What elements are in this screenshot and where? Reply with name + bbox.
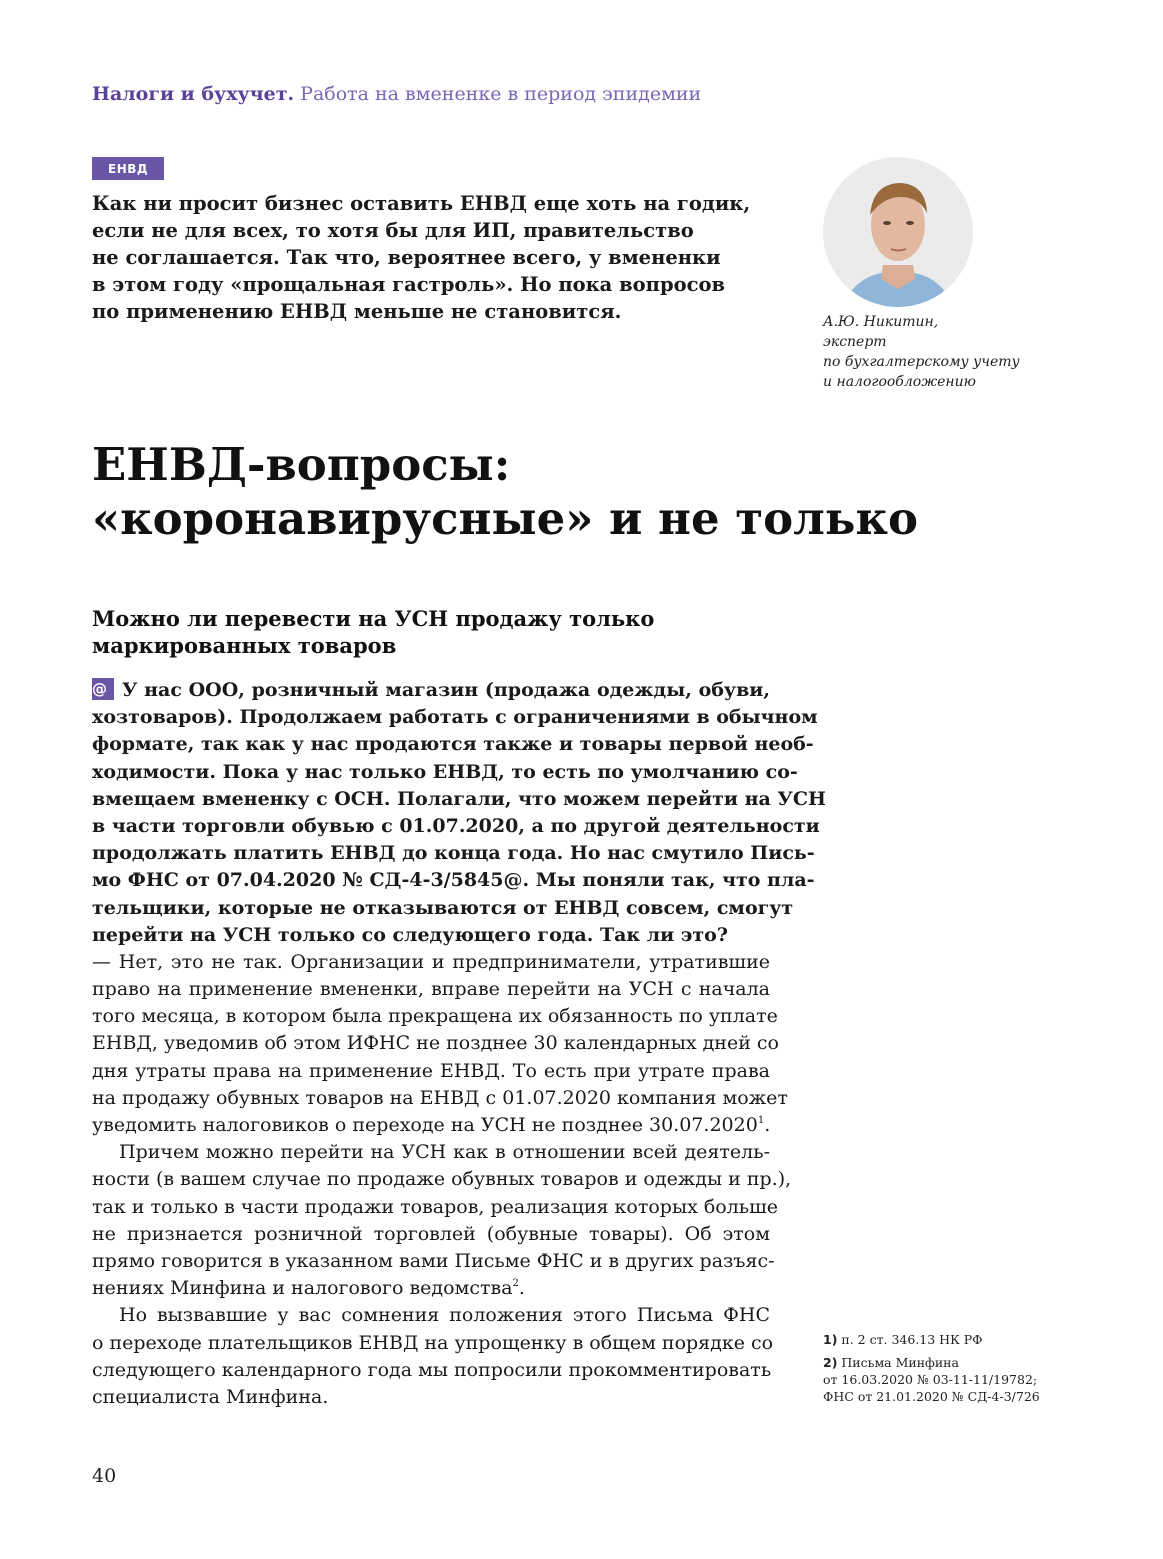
heading-line: Можно ли перевести на УСН продажу только: [92, 606, 655, 631]
header-topic: Работа на вмененке в период эпидемии: [300, 83, 702, 105]
answer-line: специалиста Минфина.: [92, 1385, 329, 1408]
footnote: 2) Письма Минфина: [823, 1355, 959, 1370]
answer: [92, 949, 792, 1411]
answer-line: право на применение вмененки, вправе перейти на УСН с начала: [92, 978, 770, 1001]
answer-line: следующего календарного года мы попросили прокомментировать: [92, 1358, 772, 1381]
heading-line: маркированных товаров: [92, 633, 397, 658]
question-line: перейти на УСН только со следующего года. Так ли это?: [92, 923, 728, 946]
page-number: 40: [92, 1465, 117, 1487]
lead-line: Как ни просит бизнес оставить ЕНВД еще хоть на годик,: [92, 192, 751, 215]
answer-line: дня утраты права на применение ЕНВД. То есть при утрате права: [92, 1059, 770, 1082]
author-role: эксперт: [823, 334, 887, 350]
footnote-line: ФНС от 21.01.2020 № СД-4-3/726: [823, 1389, 1040, 1404]
footnotes: [823, 1331, 1040, 1405]
footnote-line: от 16.03.2020 № 03-11-11/19782;: [823, 1372, 1038, 1387]
reader-question: [92, 677, 826, 949]
answer-line: того месяца, в котором была прекращена их обязанность по уплате: [92, 1005, 778, 1028]
answer-line: на продажу обувных товаров на ЕНВД с 01.07.2020 компания может: [92, 1086, 788, 1109]
title-line: «коронавирусные» и не только: [92, 492, 918, 545]
answer-line: ности (в вашем случае по продаже обувных товаров и одежды и пр.),: [92, 1168, 792, 1191]
question-line: ходимости. Пока у нас только ЕНВД, то есть по умолчанию со-: [92, 760, 798, 783]
answer-line: не признается розничной торговлей (обувные товары). Об этом: [92, 1222, 770, 1245]
lead-line: не соглашается. Так что, вероятнее всего, у вмененки: [92, 246, 721, 269]
answer-line: ЕНВД, уведомив об этом ИФНС не позднее 30 календарных дней со: [92, 1032, 779, 1055]
author-name: А.Ю. Никитин,: [823, 314, 939, 330]
answer-line: прямо говорится в указанном вами Письме ФНС и в других разъяс-: [92, 1249, 775, 1272]
footnote-ref[interactable]: 1: [757, 1115, 765, 1126]
answer-line: так и только в части продажи товаров, реализация которых больше: [92, 1195, 779, 1218]
question-line: мо ФНС от 07.04.2020 № СД-4-3/5845@. Мы поняли так, что пла-: [92, 869, 815, 892]
author-role: и налогообложению: [823, 374, 976, 390]
author-photo: [823, 157, 973, 307]
lead-paragraph: [92, 190, 772, 325]
section-heading: [92, 605, 654, 659]
header-section: Налоги и бухучет.: [92, 83, 295, 105]
article-title: [92, 438, 918, 546]
footnote-ref[interactable]: 2: [512, 1278, 519, 1290]
running-header: [92, 83, 701, 105]
question-line: продолжать платить ЕНВД до конца года. Но нас смутило Пись-: [92, 842, 815, 865]
answer-line: Причем можно перейти на УСН как в отношении всей деятель-: [119, 1141, 770, 1164]
answer-line: нениях Минфина и налогового ведомства$^2$.: [92, 1277, 525, 1300]
question-line: вмещаем вмененку с ОСН. Полагали, что можем перейти на УСН: [92, 787, 826, 810]
answer-line: Но вызвавшие у вас сомнения положения этого Письма ФНС: [119, 1304, 770, 1327]
question-line: хозтоваров). Продолжаем работать с ограничениями в обычном: [92, 706, 818, 729]
title-line: ЕНВД-вопросы:: [92, 438, 511, 491]
author-caption: [823, 312, 1020, 392]
answer-line: — Нет, это не так. Организации и предприниматели, утратившие: [92, 950, 770, 973]
question-line: формате, так как у нас продаются также и товары первой необ-: [92, 733, 814, 756]
lead-line: если не для всех, то хотя бы для ИП, правительство: [92, 219, 694, 242]
question-line: в части торговли обувью с 01.07.2020, а по другой деятельности: [92, 814, 820, 837]
question-line: тельщики, которые не отказываются от ЕНВД совсем, смогут: [92, 896, 794, 919]
category-tag: ЕНВД: [92, 157, 164, 180]
footnote: 1) п. 2 ст. 346.13 НК РФ: [823, 1332, 983, 1347]
at-sign-icon: @: [92, 678, 114, 700]
lead-line: по применению ЕНВД меньше не становится.: [92, 300, 622, 323]
question-line: @ У нас ООО, розничный магазин (продажа одежды, обуви,: [92, 679, 770, 701]
author-role: по бухгалтерскому учету: [823, 354, 1020, 370]
answer-line: о переходе плательщиков ЕНВД на упрощенку в общем порядке со: [92, 1331, 774, 1354]
article-body: [92, 677, 826, 1411]
answer-line: уведомить налоговиков о переходе на УСН не позднее 30.07.2020$^1$.: [92, 1114, 771, 1136]
lead-line: в этом году «прощальная гастроль». Но пока вопросов: [92, 273, 726, 296]
